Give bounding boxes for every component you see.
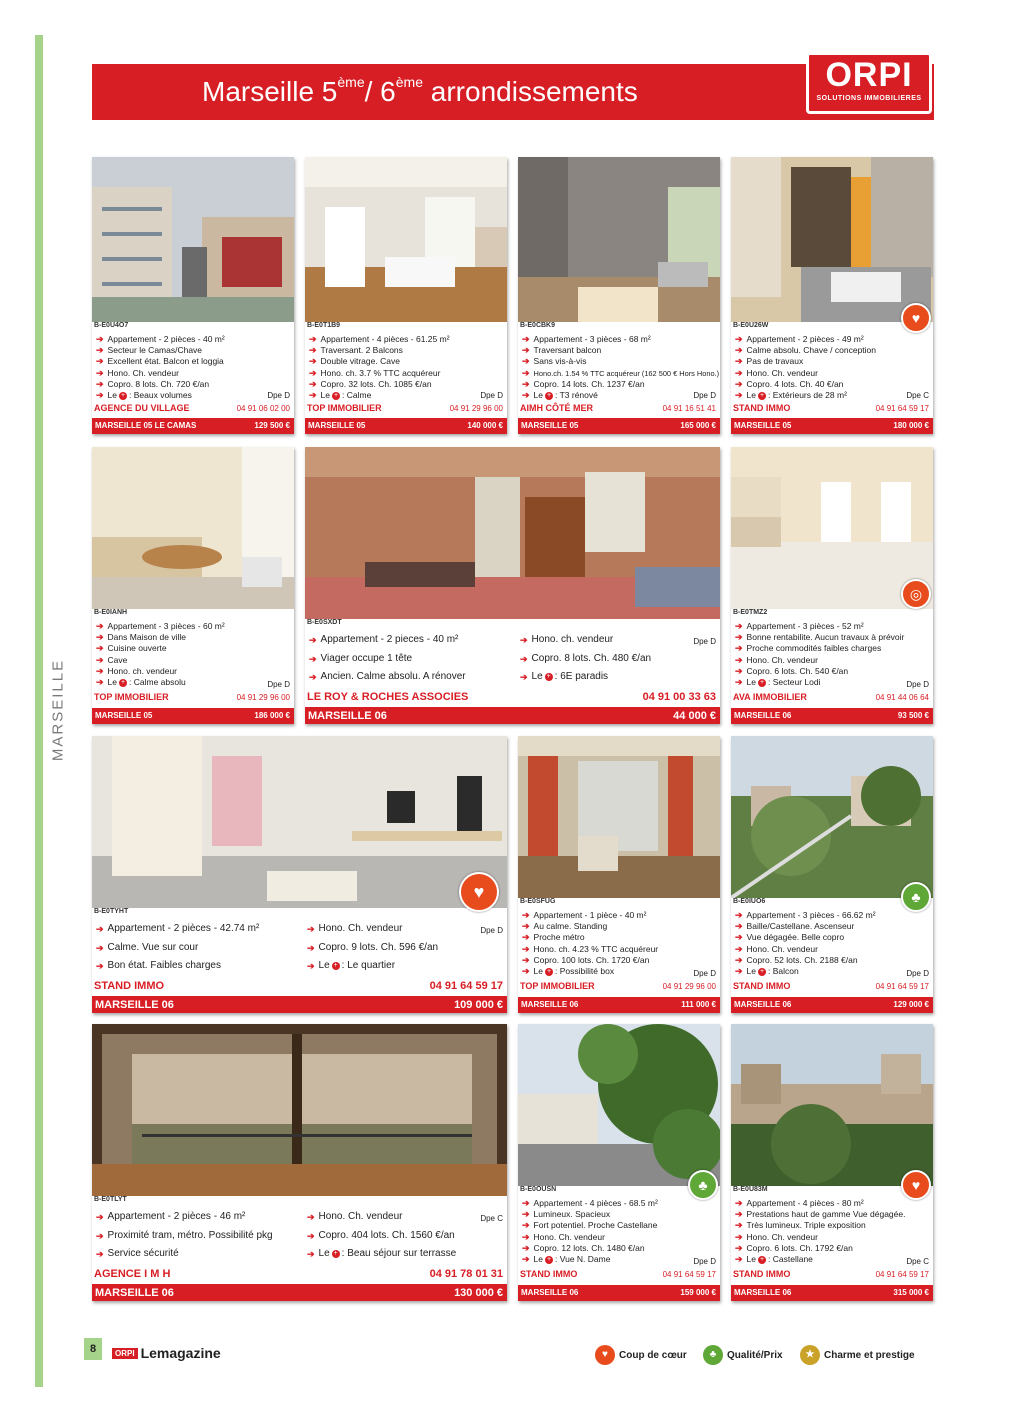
dpe-label: Dpe D xyxy=(906,969,929,978)
agency-name: AIMH CÔTÉ MER xyxy=(520,403,593,413)
listing-features-left: ➔ Appartement - 2 pieces - 40 m² ➔ Viager occupe 1 tête ➔ Ancien. Calme absolu. A rénover xyxy=(309,634,466,682)
listing-ref: B-E0TMZ2 xyxy=(733,609,768,616)
agency-phone: 04 91 16 51 41 xyxy=(662,404,716,413)
price-bar: MARSEILLE 05 140 000 € xyxy=(305,418,507,434)
page-number: 8 xyxy=(84,1338,102,1360)
listing-features: ➔ Appartement - 3 pièces - 68 m² ➔ Traversant balcon ➔ Sans vis-à-vis ➔ Hono.ch. 1.54 % TTC acquéreur (162 500 € Hors Hono.) ➔ Copro. 14 lots. Ch. 1237 €/an ➔ Le + : T3 rénové xyxy=(522,334,720,401)
listing-card[interactable] xyxy=(518,736,720,1013)
dpe-label: Dpe D xyxy=(693,969,716,978)
agency-name: TOP IMMOBILIER xyxy=(94,692,169,702)
agency-phone: 04 91 29 96 00 xyxy=(236,693,290,702)
plus-icon: + xyxy=(120,678,126,686)
agency-name: LE ROY & ROCHES ASSOCIES xyxy=(307,691,469,703)
listing-features-right: ➔ Hono. Ch. vendeur ➔ Copro. 9 lots. Ch. 596 €/an ➔ Le + : Le quartier xyxy=(307,923,439,971)
agency-phone: 04 91 78 01 31 xyxy=(429,1268,503,1280)
listing-features-right: ➔ Hono. ch. vendeur ➔ Copro. 8 lots. Ch. 480 €/an ➔ Le + : 6E paradis xyxy=(520,634,652,682)
price-bar: MARSEILLE 06 93 500 € xyxy=(731,708,933,724)
dpe-label: Dpe D xyxy=(693,391,716,400)
listing-card[interactable] xyxy=(92,736,507,1013)
listing-ref: B-E0U26W xyxy=(733,322,769,329)
listing-photo xyxy=(731,736,933,898)
star-house-icon: ★ xyxy=(800,1345,820,1365)
listing-photo xyxy=(731,1024,933,1186)
listing-photo xyxy=(518,736,720,898)
listing-ref: B-E0IUO6 xyxy=(733,898,766,905)
price-bar: MARSEILLE 05 LE CAMAS 129 500 € xyxy=(92,418,294,434)
plus-icon: + xyxy=(546,673,551,681)
plus-icon: + xyxy=(546,391,552,399)
listing-card[interactable] xyxy=(92,157,294,434)
orpi-logo xyxy=(806,52,932,114)
logo-word: ORPI xyxy=(825,56,913,94)
listing-features: ➔ Appartement - 4 pièces - 68.5 m² ➔ Lumineux. Spacieux ➔ Fort potentiel. Proche Castellane ➔ Hono. Ch. vendeur ➔ Copro. 12 lots. Ch. 1480 €/an ➔ Le + : Vue N. Dame xyxy=(522,1198,658,1265)
listing-ref: B-E0U4O7 xyxy=(94,322,129,329)
listing-photo xyxy=(305,447,720,619)
agency-name: STAND IMMO xyxy=(94,980,165,992)
price-bar: MARSEILLE 06 129 000 € xyxy=(731,997,933,1013)
agency-name: AGENCE I M H xyxy=(94,1268,171,1280)
plus-icon: + xyxy=(546,1255,552,1263)
dpe-label: Dpe C xyxy=(480,1214,503,1223)
price-bar: MARSEILLE 05 180 000 € xyxy=(731,418,933,434)
listing-card[interactable] xyxy=(731,736,933,1013)
listing-photo xyxy=(731,157,933,322)
listing-features: ➔ Appartement - 3 pièces - 52 m² ➔ Bonne rentabilite. Aucun travaux à prévoir ➔ Proche commodités faibles charges ➔ Hono. Ch. vendeur ➔ Copro. 6 lots. Ch. 540 €/an ➔ Le + : Secteur Lodi xyxy=(735,621,905,688)
dpe-label: Dpe D xyxy=(480,391,503,400)
listing-features: ➔ Appartement - 3 pièces - 66.62 m² ➔ Baille/Castellane. Ascenseur ➔ Vue dégagée. Belle copro ➔ Hono. Ch. vendeur ➔ Copro. 52 lots. Ch. 2188 €/an ➔ Le + : Balcon xyxy=(735,910,876,977)
agency-name: STAND IMMO xyxy=(733,403,791,413)
plus-icon: + xyxy=(759,967,765,975)
plus-icon: + xyxy=(759,678,765,686)
listing-card[interactable] xyxy=(92,1024,507,1301)
listing-photo xyxy=(92,736,507,908)
listing-card[interactable] xyxy=(518,157,720,434)
agency-name: TOP IMMOBILIER xyxy=(520,981,595,991)
price-bar: MARSEILLE 06 109 000 € xyxy=(92,996,507,1013)
price-bar: MARSEILLE 05 165 000 € xyxy=(518,418,720,434)
listing-photo xyxy=(518,157,720,322)
listing-ref: B-E0SXDT xyxy=(307,619,342,626)
price-bar: MARSEILLE 06 159 000 € xyxy=(518,1285,720,1301)
listing-features-left: ➔ Appartement - 2 pièces - 46 m² ➔ Proximité tram, métro. Possibilité pkg ➔ Service sécurité xyxy=(96,1211,273,1259)
dpe-label: Dpe D xyxy=(693,637,716,646)
plus-icon: + xyxy=(759,1255,765,1263)
agency-name: STAND IMMO xyxy=(733,1269,791,1279)
listing-card[interactable] xyxy=(731,157,933,434)
plus-icon: + xyxy=(333,391,339,399)
listing-card[interactable] xyxy=(305,157,507,434)
listing-features-right: ➔ Hono. Ch. vendeur ➔ Copro. 404 lots. Ch. 1560 €/an ➔ Le + : Beau séjour sur terrasse xyxy=(307,1211,457,1259)
listing-features: ➔ Appartement - 3 pièces - 60 m² ➔ Dans Maison de ville ➔ Cuisine ouverte ➔ Cave ➔ Hono. ch. vendeur ➔ Le + : Calme absolu xyxy=(96,621,225,688)
listing-card[interactable] xyxy=(731,1024,933,1301)
plus-icon: + xyxy=(333,962,338,970)
listing-ref: B-E0T1B9 xyxy=(307,322,341,329)
price-bar: MARSEILLE 05 186 000 € xyxy=(92,708,294,724)
listing-photo xyxy=(92,157,294,322)
tree-house-icon: ♣ xyxy=(703,1345,723,1365)
listing-features: ➔ Appartement - 4 pièces - 80 m² ➔ Prestations haut de gamme Vue dégagée. ➔ Très lumineux. Triple exposition ➔ Hono. Ch. vendeur ➔ Copro. 6 lots. Ch. 1792 €/an ➔ Le + : Castellane xyxy=(735,1198,906,1265)
agency-phone: 04 91 29 96 00 xyxy=(662,982,716,991)
listing-ref: B-E0OUSN xyxy=(520,1186,557,1193)
agency-name: TOP IMMOBILIER xyxy=(307,403,382,413)
magazine-name: Lemagazine xyxy=(140,1345,221,1361)
listing-photo xyxy=(92,447,294,609)
legend-charme: ★ Charme et prestige xyxy=(800,1345,915,1365)
orpi-badge-icon: ◎ xyxy=(901,579,931,609)
listing-ref: B-E0IANH xyxy=(94,609,128,616)
price-bar: MARSEILLE 06 130 000 € xyxy=(92,1284,507,1301)
listing-ref: B-E0CBK9 xyxy=(520,322,556,329)
dpe-label: Dpe C xyxy=(906,1257,929,1266)
agency-phone: 04 91 00 33 63 xyxy=(642,691,716,703)
logo-subtitle: SOLUTIONS IMMOBILIERES xyxy=(816,95,922,102)
dpe-label: Dpe D xyxy=(480,926,503,935)
plus-icon: + xyxy=(333,1250,338,1258)
listing-card[interactable] xyxy=(518,1024,720,1301)
agency-phone: 04 91 64 59 17 xyxy=(429,980,503,992)
listing-card[interactable] xyxy=(92,447,294,724)
listing-ref: B-E0SFUG xyxy=(520,898,556,905)
listing-features-left: ➔ Appartement - 2 pièces - 42.74 m² ➔ Calme. Vue sur cour ➔ Bon état. Faibles charges xyxy=(96,923,260,971)
heart-house-icon: ♥ xyxy=(595,1345,615,1365)
listing-ref: B-E0TLYT xyxy=(94,1196,127,1203)
plus-icon: + xyxy=(759,391,765,399)
agency-phone: 04 91 64 59 17 xyxy=(662,1270,716,1279)
coup-de-coeur-icon: ♥ xyxy=(901,1170,931,1200)
listing-ref: B-E0TYHT xyxy=(94,908,129,915)
dpe-label: Dpe D xyxy=(267,680,290,689)
sidebar-label: MARSEILLE xyxy=(49,658,67,762)
listing-features: ➔ Appartement - 2 pièces - 40 m² ➔ Secteur le Camas/Chave ➔ Excellent état. Balcon et loggia ➔ Hono. Ch. vendeur ➔ Copro. 8 lots. Ch. 720 €/an ➔ Le + : Beaux volumes xyxy=(96,334,225,401)
coup-de-coeur-icon: ♥ xyxy=(459,872,499,912)
legend-coup-de-coeur: ♥ Coup de cœur xyxy=(595,1345,687,1365)
plus-icon: + xyxy=(546,967,552,975)
agency-name: STAND IMMO xyxy=(733,981,791,991)
dpe-label: Dpe D xyxy=(906,680,929,689)
listing-card[interactable] xyxy=(731,447,933,724)
agency-phone: 04 91 44 06 64 xyxy=(875,693,929,702)
listing-photo xyxy=(518,1024,720,1186)
agency-phone: 04 91 64 59 17 xyxy=(875,404,929,413)
footer-orpi-logo: ORPI xyxy=(112,1348,138,1359)
listing-photo xyxy=(92,1024,507,1196)
coup-de-coeur-icon: ♥ xyxy=(901,303,931,333)
price-bar: MARSEILLE 06 315 000 € xyxy=(731,1285,933,1301)
magazine-logo xyxy=(112,1345,221,1361)
agency-phone: 04 91 06 02 00 xyxy=(236,404,290,413)
dpe-label: Dpe C xyxy=(906,391,929,400)
agency-phone: 04 91 29 96 00 xyxy=(449,404,503,413)
price-bar: MARSEILLE 06 111 000 € xyxy=(518,997,720,1013)
listing-features: ➔ Appartement - 2 pièces - 49 m² ➔ Calme absolu. Chave / conception ➔ Pas de travaux ➔ Hono. Ch. vendeur ➔ Copro. 4 lots. Ch. 40 €/an ➔ Le + : Extérieurs de 28 m² xyxy=(735,334,877,401)
listing-features: ➔ Appartement - 4 pièces - 61.25 m² ➔ Traversant. 2 Balcons ➔ Double vitrage. Cave ➔ Hono. ch. 3.7 % TTC acquéreur ➔ Copro. 32 lots. Ch. 1085 €/an ➔ Le + : Calme xyxy=(309,334,450,401)
dpe-label: Dpe D xyxy=(693,1257,716,1266)
listing-features: ➔ Appartement - 1 pièce - 40 m² ➔ Au calme. Standing ➔ Proche métro ➔ Hono. ch. 4.23 % TTC acquéreur ➔ Copro. 100 lots. Ch. 1720 €/an ➔ Le + : Possibilité box xyxy=(522,910,659,977)
price-bar: MARSEILLE 06 44 000 € xyxy=(305,707,720,724)
page-title: Marseille 5ème/ 6ème arrondissements xyxy=(202,74,638,107)
agency-name: AVA IMMOBILIER xyxy=(733,692,807,702)
listing-card[interactable] xyxy=(305,447,720,724)
listing-photo xyxy=(305,157,507,322)
qualite-prix-icon: ♣ xyxy=(901,882,931,912)
agency-phone: 04 91 64 59 17 xyxy=(875,982,929,991)
listing-ref: B-E0U83M xyxy=(733,1186,768,1193)
agency-name: AGENCE DU VILLAGE xyxy=(94,403,190,413)
dpe-label: Dpe D xyxy=(267,391,290,400)
agency-phone: 04 91 64 59 17 xyxy=(875,1270,929,1279)
agency-name: STAND IMMO xyxy=(520,1269,578,1279)
plus-icon: + xyxy=(120,391,126,399)
qualite-prix-icon: ♣ xyxy=(688,1170,718,1200)
legend-qualite-prix: ♣ Qualité/Prix xyxy=(703,1345,783,1365)
